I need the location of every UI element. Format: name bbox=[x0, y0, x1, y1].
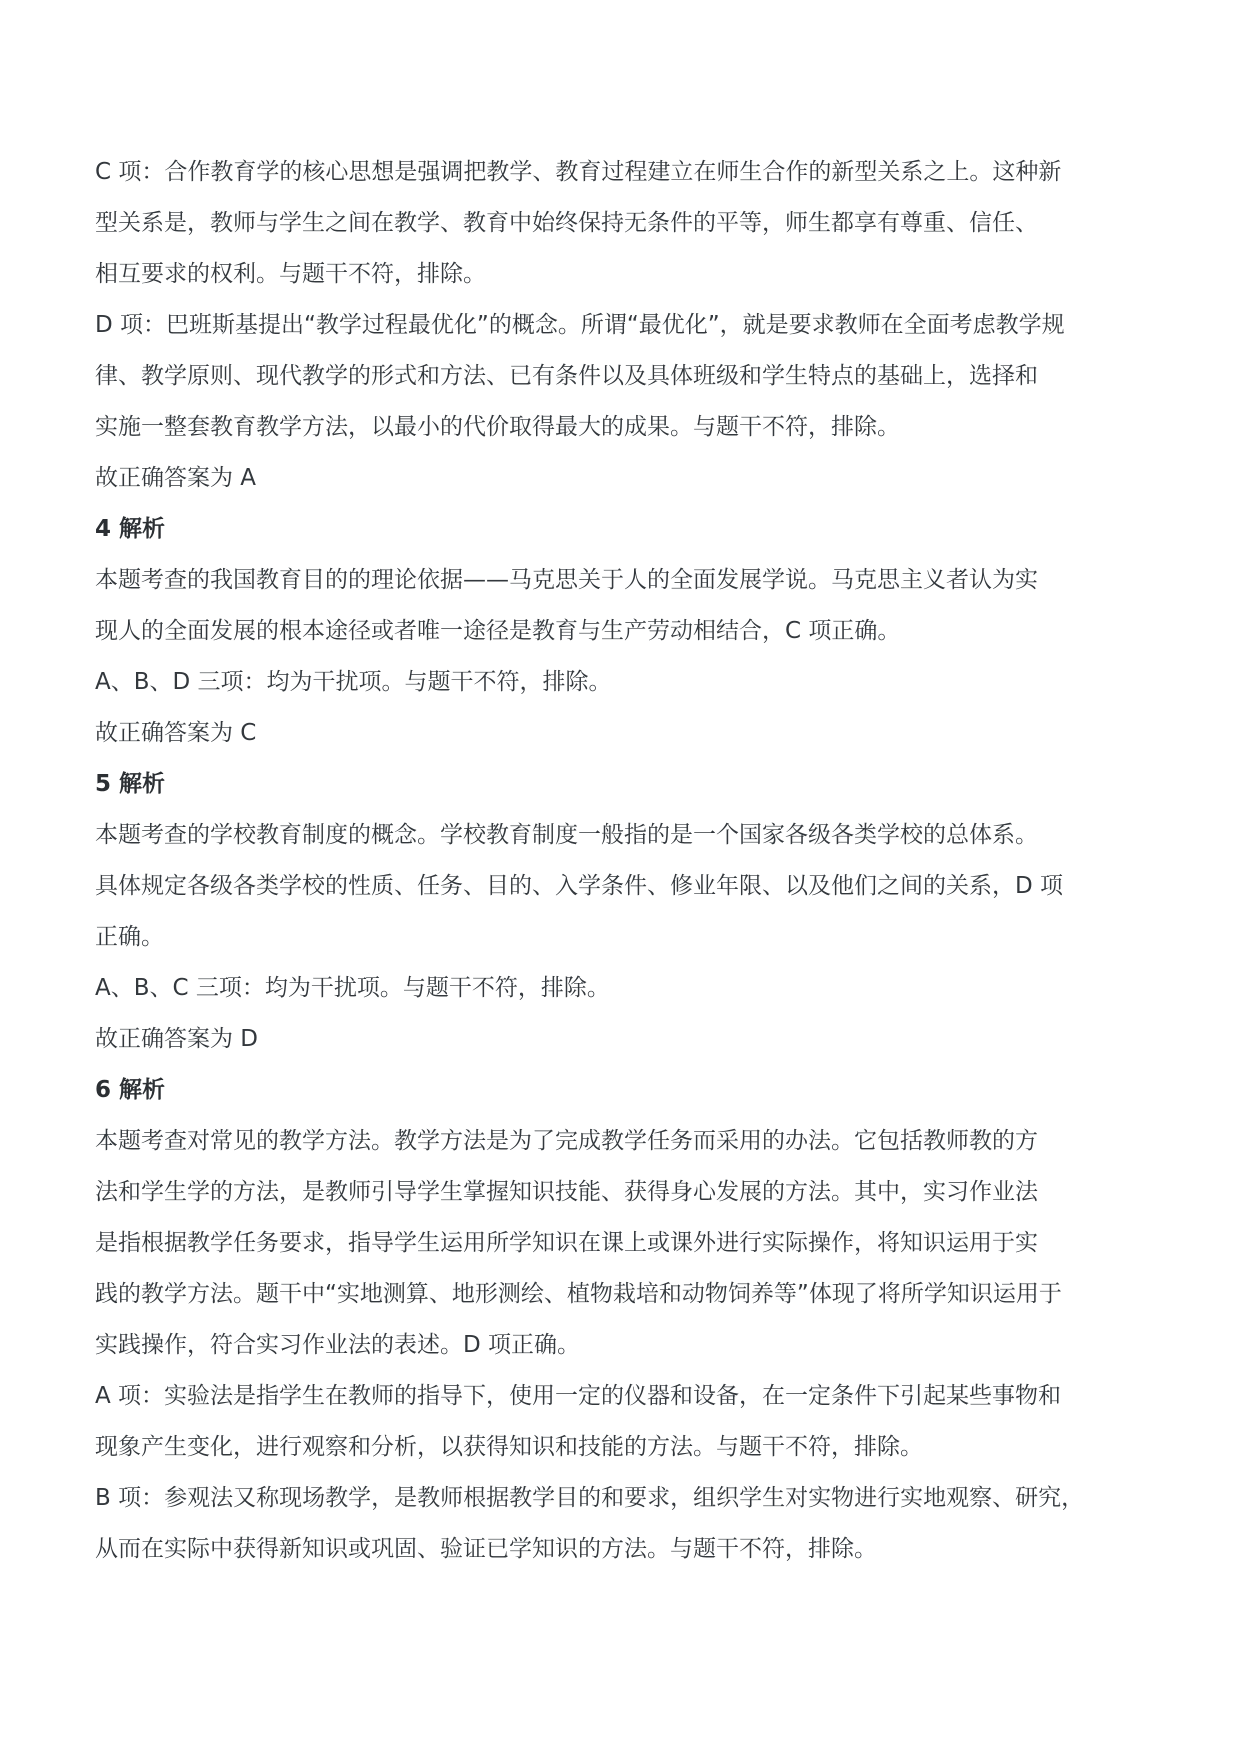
text-line: 律、教学原则、现代教学的形式和方法、已有条件以及具体班级和学生特点的基础上，选择和 bbox=[95, 363, 1038, 389]
text-line: 实施一整套教育教学方法，以最小的代价取得最大的成果。与题干不符，排除。 bbox=[95, 414, 900, 440]
text-line: 实践操作，符合实习作业法的表述。D 项正确。 bbox=[95, 1332, 581, 1358]
section-heading: 4 解析 bbox=[95, 516, 166, 542]
text-line: 本题考查对常见的教学方法。教学方法是为了完成教学任务而采用的办法。它包括教师教的方 bbox=[95, 1128, 1038, 1154]
text-line: 本题考查的学校教育制度的概念。学校教育制度一般指的是一个国家各级各类学校的总体系。 bbox=[95, 822, 1038, 848]
text-line: 现人的全面发展的根本途径或者唯一途径是教育与生产劳动相结合，C 项正确。 bbox=[95, 618, 901, 644]
text-line: 是指根据教学任务要求，指导学生运用所学知识在课上或课外进行实际操作，将知识运用于实 bbox=[95, 1230, 1038, 1256]
text-line: 本题考查的我国教育目的的理论依据——马克思关于人的全面发展学说。马克思主义者认为实 bbox=[95, 567, 1038, 593]
text-line: A、B、C 三项：均为干扰项。与题干不符，排除。 bbox=[95, 975, 610, 1001]
text-line: A、B、D 三项：均为干扰项。与题干不符，排除。 bbox=[95, 669, 612, 695]
text-line: 型关系是，教师与学生之间在教学、教育中始终保持无条件的平等，师生都享有尊重、信任、 bbox=[95, 210, 1038, 236]
text-line: 具体规定各级各类学校的性质、任务、目的、入学条件、修业年限、以及他们之间的关系，D 项 bbox=[95, 873, 1064, 899]
text-line: 法和学生学的方法，是教师引导学生掌握知识技能、获得身心发展的方法。其中，实习作业法 bbox=[95, 1179, 1038, 1205]
text-line: 现象产生变化，进行观察和分析，以获得知识和技能的方法。与题干不符，排除。 bbox=[95, 1434, 923, 1460]
text-line: 正确。 bbox=[95, 924, 164, 950]
text-line: 从而在实际中获得新知识或巩固、验证已学知识的方法。与题干不符，排除。 bbox=[95, 1536, 877, 1562]
section-heading: 5 解析 bbox=[95, 771, 166, 797]
section-heading: 6 解析 bbox=[95, 1077, 166, 1103]
text-line: 故正确答案为 C bbox=[95, 720, 257, 746]
text-line: A 项：实验法是指学生在教师的指导下，使用一定的仪器和设备，在一定条件下引起某些事物和 bbox=[95, 1383, 1062, 1409]
document-page bbox=[95, 160, 1175, 1588]
text-line: 故正确答案为 D bbox=[95, 1026, 259, 1052]
text-line: 相互要求的权利。与题干不符，排除。 bbox=[95, 261, 486, 287]
text-line: C 项：合作教育学的核心思想是强调把教学、教育过程建立在师生合作的新型关系之上。这种新 bbox=[95, 159, 1062, 185]
text-line: D 项：巴班斯基提出“教学过程最优化”的概念。所谓“最优化”，就是要求教师在全面考虑教学规 bbox=[95, 312, 1065, 338]
text-line: B 项：参观法又称现场教学，是教师根据教学目的和要求，组织学生对实物进行实地观察、研究， bbox=[95, 1485, 1085, 1511]
text-line: 故正确答案为 A bbox=[95, 465, 257, 491]
text-line: 践的教学方法。题干中“实地测算、地形测绘、植物栽培和动物饲养等”体现了将所学知识运用于 bbox=[95, 1281, 1062, 1307]
